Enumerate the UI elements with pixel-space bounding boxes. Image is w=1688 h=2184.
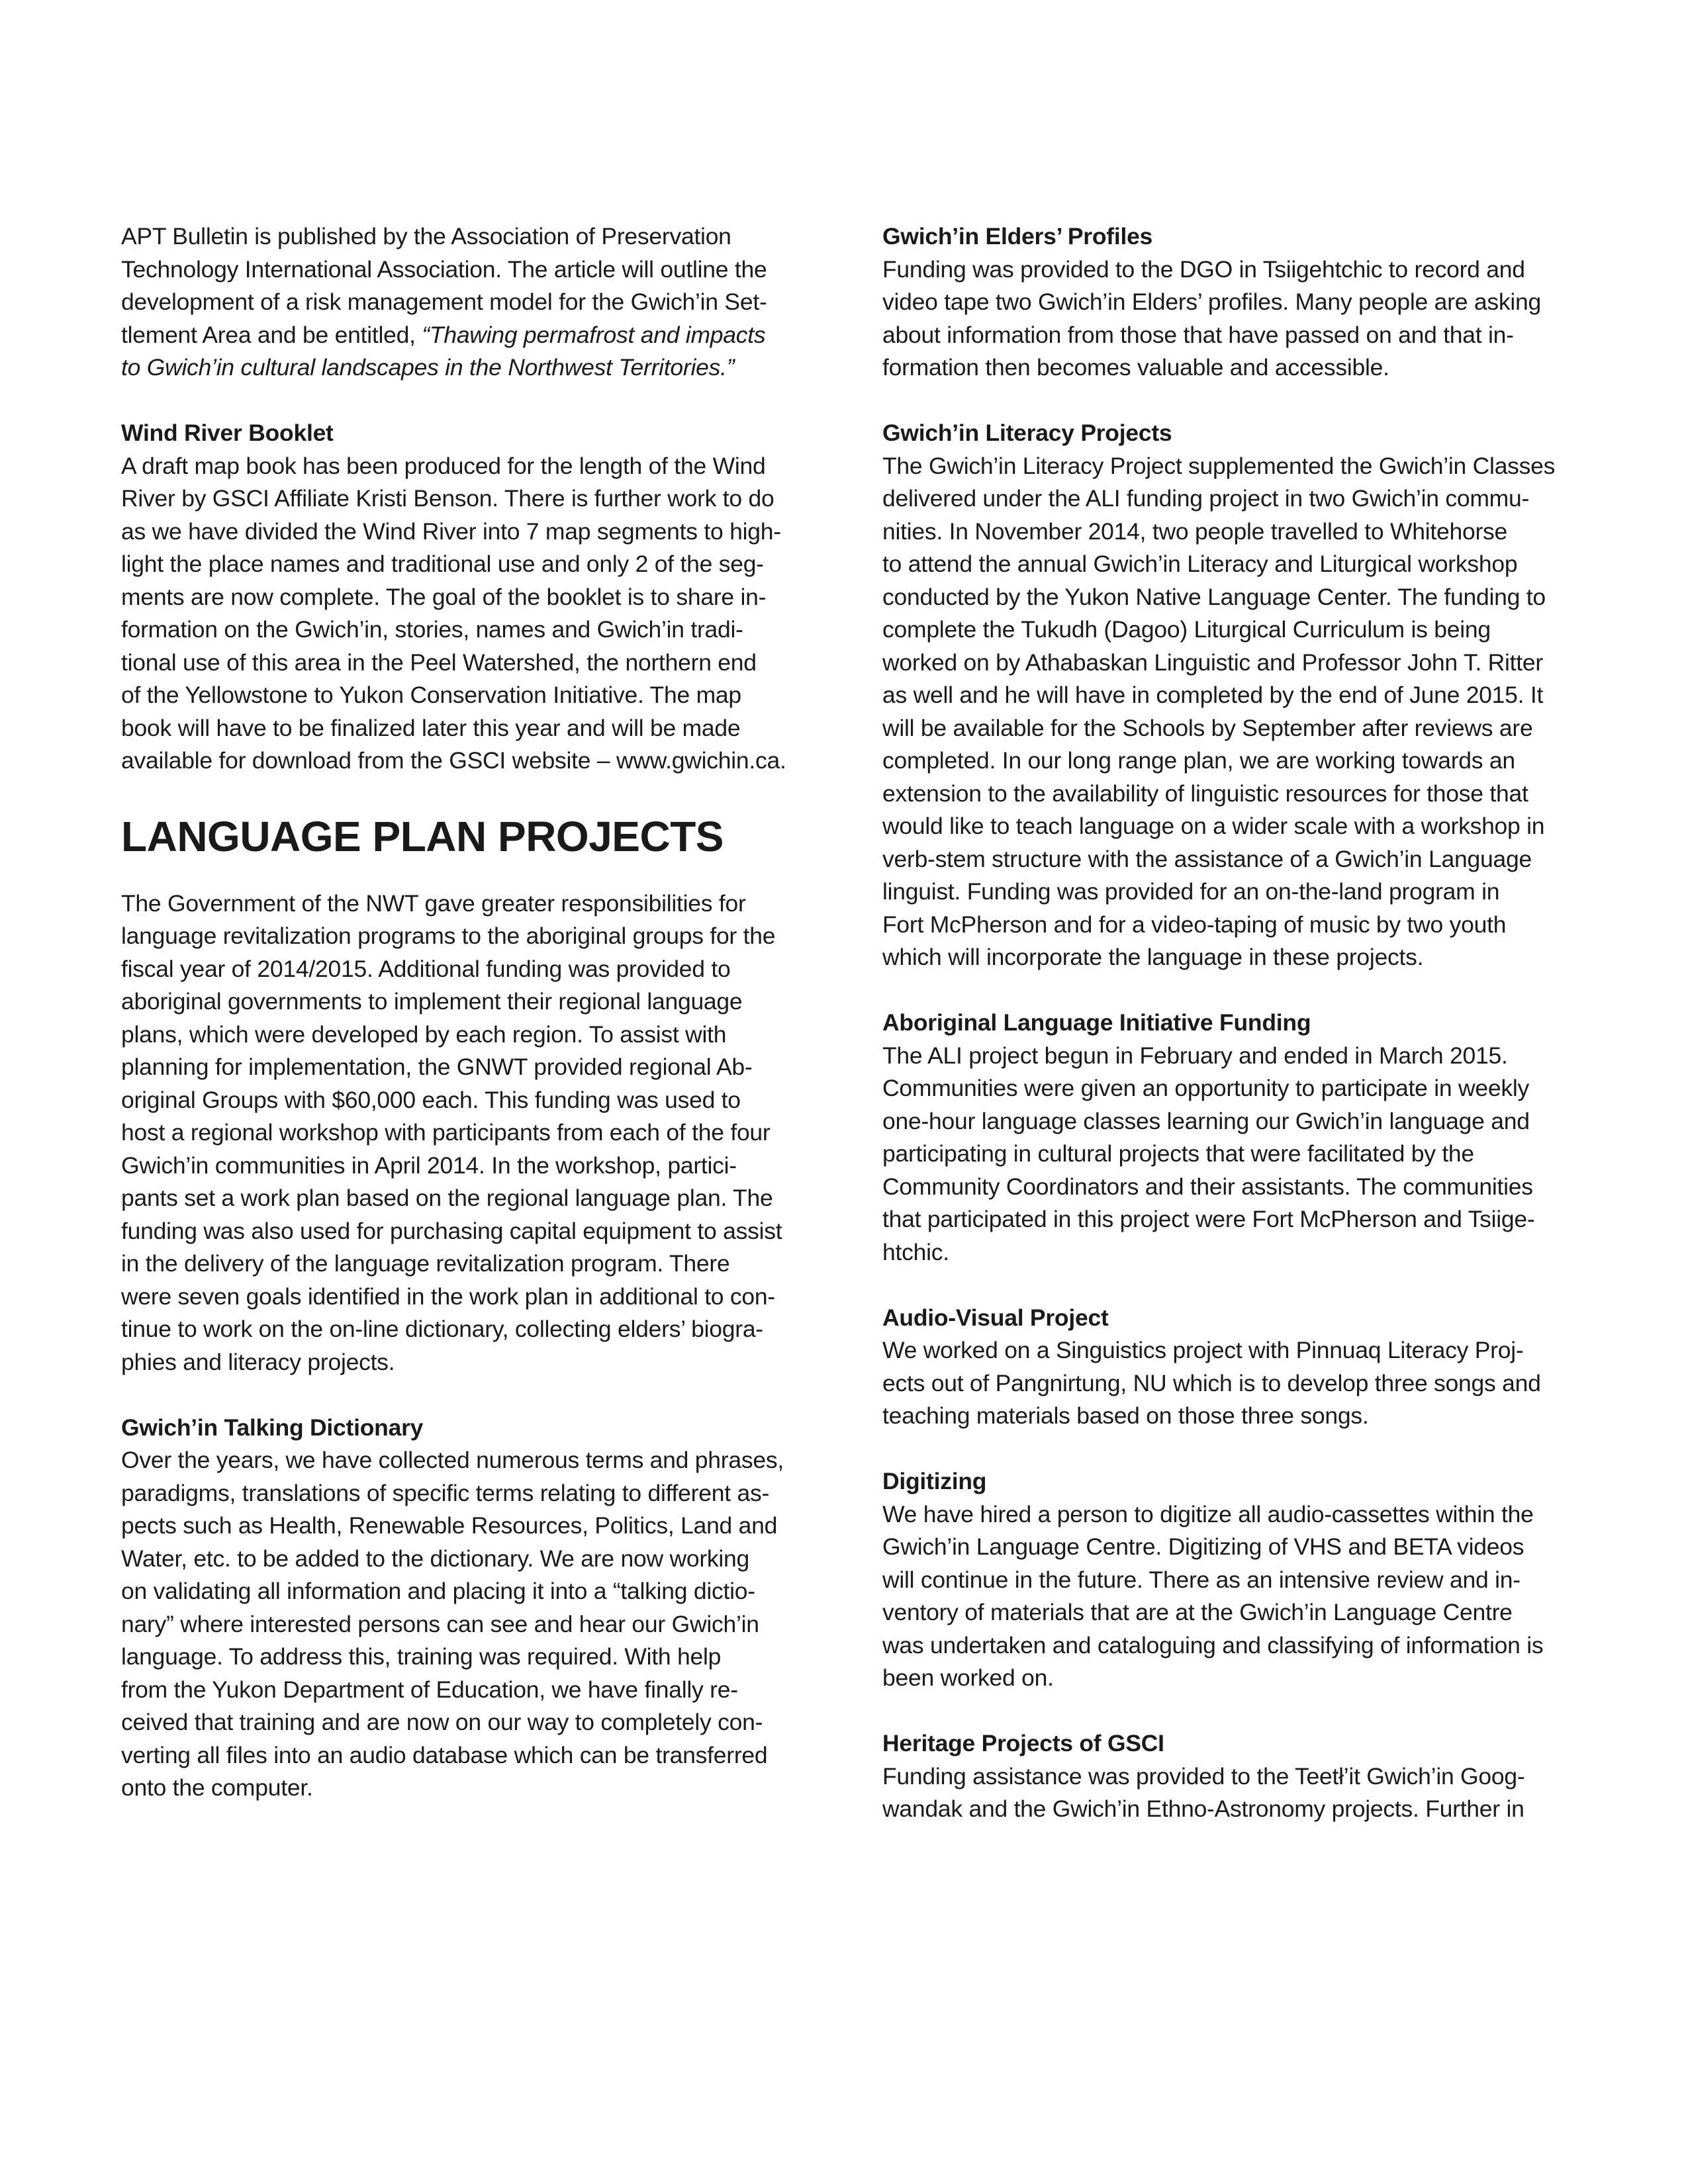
text-line: were seven goals identified in the work plan in additional to con- [121,1283,775,1310]
text-line: Funding assistance was provided to the Teetł’it Gwich’in Goog- [882,1762,1525,1790]
text-line: We have hired a person to digitize all audio-cassettes within the [882,1500,1534,1527]
text-line: one-hour language classes learning our Gwich’in language and [882,1107,1530,1134]
text-line: will be available for the Schools by September after reviews are [882,714,1533,741]
intro-paragraph [121,220,857,385]
text-line: which will incorporate the language in these projects. [882,944,1424,970]
text-line: Funding was provided to the DGO in Tsiigehtchic to record and [882,255,1525,283]
text-line: Gwich’in Language Centre. Digitizing of VHS and BETA videos [882,1533,1524,1560]
text-line: ects out of Pangnirtung, NU which is to develop three songs and [882,1369,1541,1396]
elders-profiles-section [882,220,1618,385]
text-line: would like to teach language on a wider scale with a workshop in [882,813,1545,839]
text-line: pants set a work plan based on the regional language plan. The [121,1185,773,1211]
heritage-projects-section [882,1727,1618,1826]
text-line: APT Bulletin is published by the Association of Preservation [121,223,731,250]
text-line: in the delivery of the language revitalization program. There [121,1250,730,1277]
text-line: Communities were given an opportunity to participate in weekly [882,1075,1530,1101]
text-line: onto the computer. [121,1774,313,1801]
text-line: formation on the Gwich’in, stories, names and Gwich’in tradi- [121,616,743,643]
text-line: paradigms, translations of specific terms relating to different as- [121,1479,770,1506]
text-line: Technology International Association. The article will outline the [121,255,767,283]
text-line: as well and he will have in completed by the end of June 2015. It [882,682,1544,708]
left-column [121,220,857,1805]
text-line: River by GSCI Affiliate Kristi Benson. There is further work to do [121,485,774,512]
text-line: to attend the annual Gwich’in Literacy and Liturgical workshop [882,551,1518,577]
text-line: The Government of the NWT gave greater responsibilities for [121,889,746,917]
text-line: tinue to work on the on-line dictionary, collecting elders’ biogra- [121,1316,763,1342]
text-line: original Groups with $60,000 each. This funding was used to [121,1086,741,1113]
text-line: phies and literacy projects. [121,1348,395,1375]
text-line: linguist. Funding was provided for an on-the-land program in [882,878,1500,905]
text-line: tional use of this area in the Peel Watershed, the northern end [121,649,757,676]
text-line: nities. In November 2014, two people travelled to Whitehorse [882,518,1508,545]
text-line: delivered under the ALI funding project in two Gwich’in commu- [882,485,1530,512]
text-line: ceived that training and are now on our way to completely con- [121,1709,763,1735]
section-heading: Gwich’in Elders’ Profiles [882,223,1153,250]
text-line: aboriginal governments to implement their regional language [121,988,743,1015]
text-line: of the Yellowstone to Yukon Conservation Initiative. The map [121,682,741,708]
text-fragment: tlement Area and be entitled, [121,321,422,348]
text-line: language revitalization programs to the aboriginal groups for the [121,923,776,949]
text-line [121,319,857,352]
text-line: about information from those that have passed on and that in- [882,321,1514,348]
text-line: nary” where interested persons can see and hear our Gwich’in [121,1610,759,1637]
text-line: complete the Tukudh (Dagoo) Liturgical Curriculum is being [882,616,1491,643]
section-heading: Audio-Visual Project [882,1304,1109,1331]
text-line: fiscal year of 2014/2015. Additional funding was provided to [121,955,731,982]
text-line: Water, etc. to be added to the dictionary. We are now working [121,1545,750,1572]
text-line: ments are now complete. The goal of the booklet is to share in- [121,583,767,610]
text-line: Fort McPherson and for a video-taping of music by two youth [882,911,1507,938]
text-line: as we have divided the Wind River into 7 map segments to high- [121,518,781,545]
text-line: The Gwich’in Literacy Project supplemented the Gwich’in Classes [882,452,1556,479]
text-line: language. To address this, training was required. With help [121,1643,722,1670]
text-line: extension to the availability of linguistic resources for those that [882,780,1528,807]
text-line: wandak and the Gwich’in Ethno-Astronomy projects. Further in [882,1796,1524,1822]
section-heading: Heritage Projects of GSCI [882,1730,1164,1756]
text-line: host a regional workshop with participants from each of the four [121,1119,771,1146]
right-column [882,220,1618,1826]
wind-river-section [121,417,857,778]
section-heading: Digitizing [882,1468,987,1494]
text-line: available for download from the GSCI website – www.gwichin.ca. [121,747,786,774]
text-line: participating in cultural projects that were facilitated by the [882,1140,1474,1167]
text-line: teaching materials based on those three songs. [882,1402,1369,1429]
section-heading: Wind River Booklet [121,420,334,446]
literacy-projects-section [882,417,1618,974]
text-line: Over the years, we have collected numerous terms and phrases, [121,1447,784,1473]
section-heading: Gwich’in Literacy Projects [882,420,1172,446]
text-line: book will have to be finalized later this year and will be made [121,714,741,741]
text-line: light the place names and traditional use and only 2 of the seg- [121,551,764,577]
text-line: funding was also used for purchasing capital equipment to assist [121,1217,782,1244]
text-line: Gwich’in communities in April 2014. In the workshop, partici- [121,1152,737,1179]
text-line: development of a risk management model for the Gwich’in Set- [121,289,767,315]
text-line: formation then becomes valuable and accessible. [882,354,1389,381]
text-line: video tape two Gwich’in Elders’ profiles. Many people are asking [882,289,1541,315]
article-title-line: to Gwich’in cultural landscapes in the Northwest Territories.” [121,354,735,381]
text-line: htchic. [882,1238,949,1265]
text-line: completed. In our long range plan, we are working towards an [882,747,1515,774]
text-line: ventory of materials that are at the Gwich’in Language Centre [882,1599,1513,1625]
section-heading: Gwich’in Talking Dictionary [121,1414,424,1441]
ali-funding-section [882,1007,1618,1269]
audio-visual-section [882,1302,1618,1433]
text-line: will continue in the future. There as an intensive review and in- [882,1566,1521,1593]
text-line: pects such as Health, Renewable Resources, Politics, Land and [121,1512,778,1539]
text-line: conducted by the Yukon Native Language Center. The funding to [882,583,1546,610]
text-line: from the Yukon Department of Education, we have finally re- [121,1676,738,1703]
text-line: verb-stem structure with the assistance of a Gwich’in Language [882,845,1532,872]
text-line: was undertaken and cataloguing and classifying of information is [882,1631,1544,1659]
text-line: Community Coordinators and their assistants. The communities [882,1173,1533,1200]
section-title: LANGUAGE PLAN PROJECTS [121,812,724,860]
text-line: The ALI project begun in February and ended in March 2015. [882,1042,1508,1069]
text-line: verting all files into an audio database which can be transferred [121,1741,768,1768]
text-line: We worked on a Singuistics project with Pinnuaq Literacy Proj- [882,1337,1524,1363]
talking-dictionary-section [121,1412,857,1805]
text-line: that participated in this project were Fort McPherson and Tsiige- [882,1206,1535,1232]
text-line: A draft map book has been produced for the length of the Wind [121,452,766,479]
article-title-fragment: “Thawing permafrost and impacts [422,321,766,348]
text-line: on validating all information and placing it into a “talking dictio- [121,1578,755,1604]
section-heading: Aboriginal Language Initiative Funding [882,1009,1311,1036]
text-line: worked on by Athabaskan Linguistic and Professor John T. Ritter [882,649,1543,676]
text-line: been worked on. [882,1664,1054,1691]
text-line: plans, which were developed by each region. To assist with [121,1021,727,1048]
language-plan-paragraph [121,887,857,1379]
text-line: planning for implementation, the GNWT provided regional Ab- [121,1054,753,1080]
digitizing-section [882,1465,1618,1695]
